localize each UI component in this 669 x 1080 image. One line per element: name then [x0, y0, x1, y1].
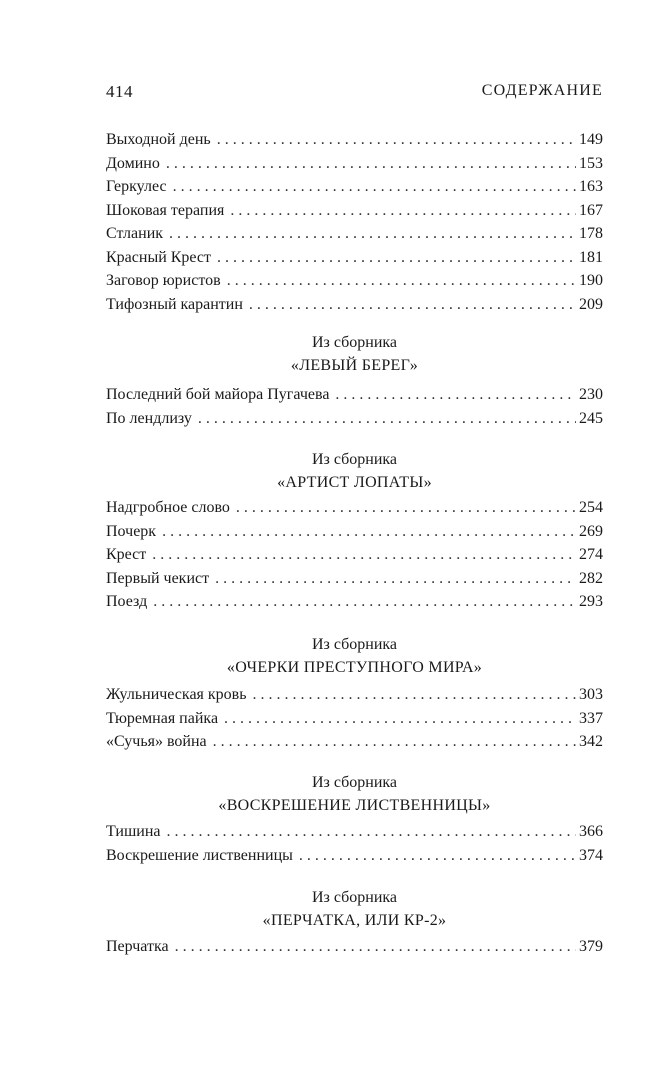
dot-leader: [162, 520, 576, 544]
dot-leader: [227, 269, 576, 293]
dot-leader: [249, 293, 576, 317]
toc-entry-page: 178: [579, 225, 603, 242]
toc-entry-title: Первый чекист: [106, 569, 210, 587]
collection-heading: [106, 448, 603, 494]
toc-entry[interactable]: [106, 683, 603, 707]
toc-entry-page: 293: [579, 593, 603, 610]
toc-entry[interactable]: [106, 222, 603, 246]
toc-entry-page: 149: [579, 131, 603, 148]
toc-entry-title: Стланик: [106, 225, 164, 242]
dot-leader: [215, 567, 576, 591]
toc-entry[interactable]: [106, 520, 603, 544]
toc-entry[interactable]: [106, 730, 603, 754]
toc-entry-title: Тишина: [106, 823, 161, 840]
dot-leader: [213, 730, 576, 754]
toc-entry-title: Почерк: [106, 522, 157, 540]
toc-entry[interactable]: [106, 496, 603, 520]
collection-label: Из сборника: [311, 774, 398, 791]
dot-leader: [153, 590, 576, 614]
collection-name: «ОЧЕРКИ ПРЕСТУПНОГО МИРА»: [226, 659, 483, 676]
dot-leader: [175, 935, 576, 959]
toc-entry-title: «Сучья» война: [106, 733, 207, 750]
toc-entry-title: Геркулес: [106, 178, 167, 195]
toc-entry-page: 337: [579, 709, 603, 727]
toc-entry[interactable]: [106, 383, 603, 407]
toc-entry[interactable]: [106, 820, 603, 844]
dot-leader: [253, 683, 576, 707]
toc-entry[interactable]: [106, 128, 603, 152]
toc-entry-page: 230: [579, 386, 603, 403]
dot-leader: [335, 383, 576, 407]
toc-entry-title: Красный Крест: [106, 248, 212, 266]
dot-leader: [217, 246, 576, 270]
toc-entry-page: 282: [579, 569, 603, 587]
dot-leader: [198, 407, 576, 431]
toc-entry[interactable]: [106, 407, 603, 431]
dot-leader: [169, 222, 576, 246]
collection-heading: [106, 886, 603, 932]
collection-name: «ЛЕВЫЙ БЕРЕГ»: [290, 357, 419, 374]
dot-leader: [217, 128, 576, 152]
running-head: СОДЕРЖАНИЕ: [481, 82, 603, 99]
toc-entry-page: 245: [579, 409, 603, 427]
dot-leader: [152, 543, 576, 567]
toc-entry-title: Перчатка: [106, 938, 169, 955]
dot-leader: [173, 175, 576, 199]
toc-entry-page: 153: [579, 154, 603, 172]
toc-group: [106, 683, 603, 754]
toc-entry[interactable]: [106, 199, 603, 223]
toc-entry-page: 274: [579, 546, 603, 563]
toc-entry[interactable]: [106, 152, 603, 176]
collection-name: «ПЕРЧАТКА, ИЛИ КР-2»: [262, 912, 447, 929]
page-number: 414: [106, 82, 133, 101]
toc-entry-page: 167: [579, 201, 603, 219]
toc-entry-page: 209: [579, 295, 603, 313]
toc-entry-title: Последний бой майора Пугачева: [106, 386, 330, 403]
dot-leader: [224, 707, 576, 731]
toc-entry-page: 190: [579, 272, 603, 289]
toc-entry-title: Тифозный карантин: [106, 295, 243, 313]
toc-entry-title: Поезд: [106, 593, 148, 610]
collection-label: Из сборника: [311, 636, 398, 653]
toc-entry-title: Жульническая кровь: [106, 686, 247, 703]
collection-heading: [106, 633, 603, 679]
dot-leader: [166, 152, 576, 176]
toc-entry[interactable]: [106, 590, 603, 614]
dot-leader: [166, 820, 576, 844]
collection-name: «ВОСКРЕШЕНИЕ ЛИСТВЕННИЦЫ»: [218, 797, 491, 814]
toc-group: [106, 935, 603, 959]
toc-group: [106, 383, 603, 430]
toc-entry[interactable]: [106, 935, 603, 959]
toc-entry-page: 374: [579, 846, 603, 864]
toc-entry[interactable]: [106, 844, 603, 868]
collection-name: «АРТИСТ ЛОПАТЫ»: [277, 474, 432, 491]
toc-group-continued: [106, 128, 603, 316]
toc-entry[interactable]: [106, 293, 603, 317]
collection-label: Из сборника: [311, 334, 398, 351]
collection-heading: [106, 331, 603, 377]
toc-entry-title: Домино: [106, 154, 160, 172]
toc-entry-page: 303: [579, 686, 603, 703]
toc-group: [106, 820, 603, 867]
collection-label: Из сборника: [311, 889, 398, 906]
toc-entry[interactable]: [106, 567, 603, 591]
toc-entry-title: Крест: [106, 546, 147, 563]
toc-entry[interactable]: [106, 543, 603, 567]
dot-leader: [299, 844, 576, 868]
toc-entry-title: Воскрешение лиственницы: [106, 846, 293, 864]
toc-entry-page: 379: [579, 938, 603, 955]
collection-label: Из сборника: [311, 451, 398, 468]
dot-leader: [230, 199, 576, 223]
toc-entry-page: 254: [579, 499, 603, 516]
toc-entry[interactable]: [106, 707, 603, 731]
collection-heading: [106, 771, 603, 817]
toc-entry-page: 269: [579, 522, 603, 540]
toc-entry[interactable]: [106, 175, 603, 199]
toc-entry-title: Надгробное слово: [106, 499, 230, 516]
toc-entry-title: Заговор юристов: [106, 272, 221, 289]
toc-entry-title: Шоковая терапия: [106, 201, 225, 219]
toc-entry-page: 163: [579, 178, 603, 195]
toc-entry[interactable]: [106, 246, 603, 270]
toc-entry-title: Выходной день: [106, 131, 211, 148]
toc-entry-page: 342: [579, 733, 603, 750]
toc-entry-page: 366: [579, 823, 603, 840]
toc-entry[interactable]: [106, 269, 603, 293]
toc-group: [106, 496, 603, 614]
toc-entry-title: По лендлизу: [106, 409, 192, 427]
toc-entry-page: 181: [579, 248, 603, 266]
toc-entry-title: Тюремная пайка: [106, 709, 219, 727]
dot-leader: [236, 496, 576, 520]
